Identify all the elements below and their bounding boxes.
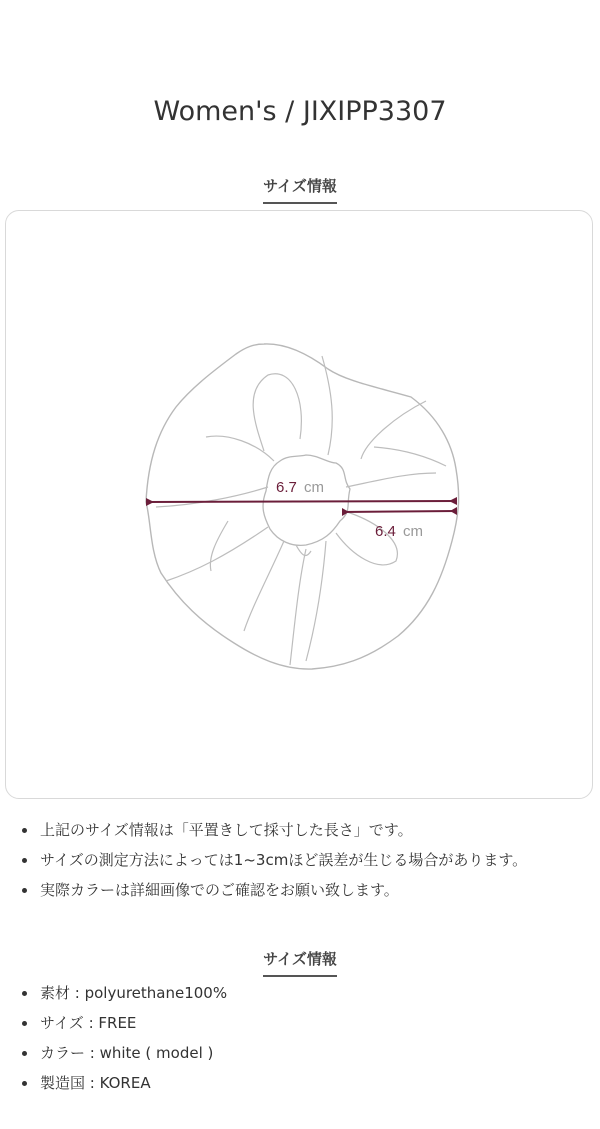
size-notes-list xyxy=(0,815,527,905)
spec-heading xyxy=(0,948,600,977)
inner-diameter-label xyxy=(375,523,423,540)
scrunchie-diagram xyxy=(6,211,594,800)
spec-size: サイズ : FREE xyxy=(40,1008,227,1038)
spec-heading-label: サイズ情報 xyxy=(263,948,337,977)
list-item: 上記のサイズ情報は「平置きして採寸した長さ」です。 xyxy=(40,815,527,845)
size-info-heading xyxy=(0,175,600,204)
spec-origin: 製造国 : KOREA xyxy=(40,1068,227,1098)
product-title: Women's / JIXIPP3307 xyxy=(153,96,447,127)
outer-diameter-value: 6.7 xyxy=(276,479,297,496)
spec-list xyxy=(0,978,227,1098)
list-item: サイズの測定方法によっては1~3cmほど誤差が生じる場合があります。 xyxy=(40,845,527,875)
size-info-heading-label: サイズ情報 xyxy=(263,175,337,204)
outer-diameter-unit: cm xyxy=(304,479,325,496)
outer-diameter-label xyxy=(276,479,324,496)
size-diagram-card xyxy=(5,210,593,799)
list-item: 実際カラーは詳細画像でのご確認をお願い致します。 xyxy=(40,875,527,905)
spec-color: カラー : white ( model ) xyxy=(40,1038,227,1068)
inner-diameter-unit: cm xyxy=(403,523,424,540)
spec-material: 素材 : polyurethane100% xyxy=(40,978,227,1008)
inner-diameter-value: 6.4 xyxy=(375,523,396,540)
